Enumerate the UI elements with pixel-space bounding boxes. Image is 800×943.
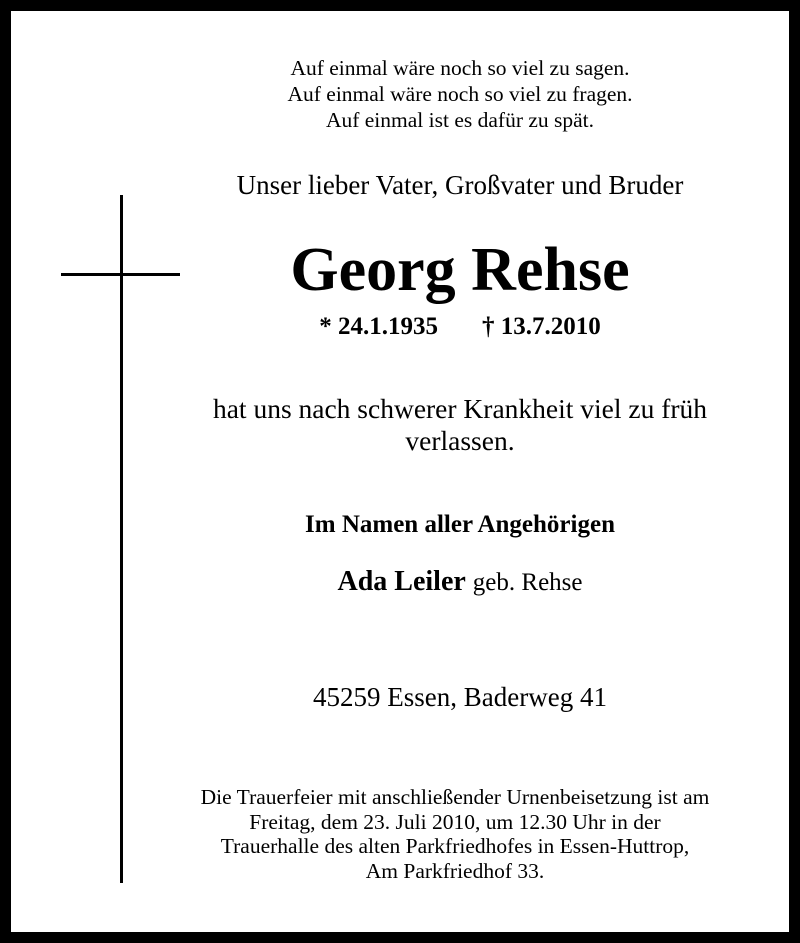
funeral-line: Freitag, dem 23. Juli 2010, um 12.30 Uhr in der (249, 809, 661, 834)
address: 45259 Essen, Baderweg 41 (313, 682, 607, 712)
verse-line: Auf einmal ist es dafür zu spät. (325, 108, 595, 132)
cross-icon-vertical-bar (120, 195, 123, 883)
funeral-line: Die Trauerfeier mit anschließender Urnenbeisetzung ist am (200, 785, 710, 809)
birth-date: * 24.1.1935 (319, 313, 438, 340)
death-message (130, 393, 790, 457)
funeral-line: Trauerhalle des alten Parkfriedhofes in Essen-Huttrop, (220, 834, 690, 858)
verse-line: Auf einmal wäre noch so viel zu sagen. (290, 56, 630, 80)
verse (160, 55, 760, 133)
deceased-name: Georg Rehse (290, 236, 630, 304)
funeral-info (130, 785, 780, 883)
verse-line: Auf einmal wäre noch so viel zu fragen. (287, 82, 633, 106)
intro-text: Unser lieber Vater, Großvater und Bruder (236, 170, 684, 200)
message-line: hat uns nach schwerer Krankheit viel zu früh (212, 393, 708, 424)
on-behalf-heading: Im Namen aller Angehörigen (305, 511, 615, 538)
funeral-line: Am Parkfriedhof 33. (365, 858, 545, 883)
signer-maiden-name: geb. Rehse (472, 569, 583, 596)
message-line: verlassen. (405, 425, 515, 456)
life-dates (160, 311, 760, 343)
signer (160, 563, 760, 602)
signer-name: Ada Leiler (337, 566, 466, 597)
death-date: † 13.7.2010 (482, 313, 601, 340)
